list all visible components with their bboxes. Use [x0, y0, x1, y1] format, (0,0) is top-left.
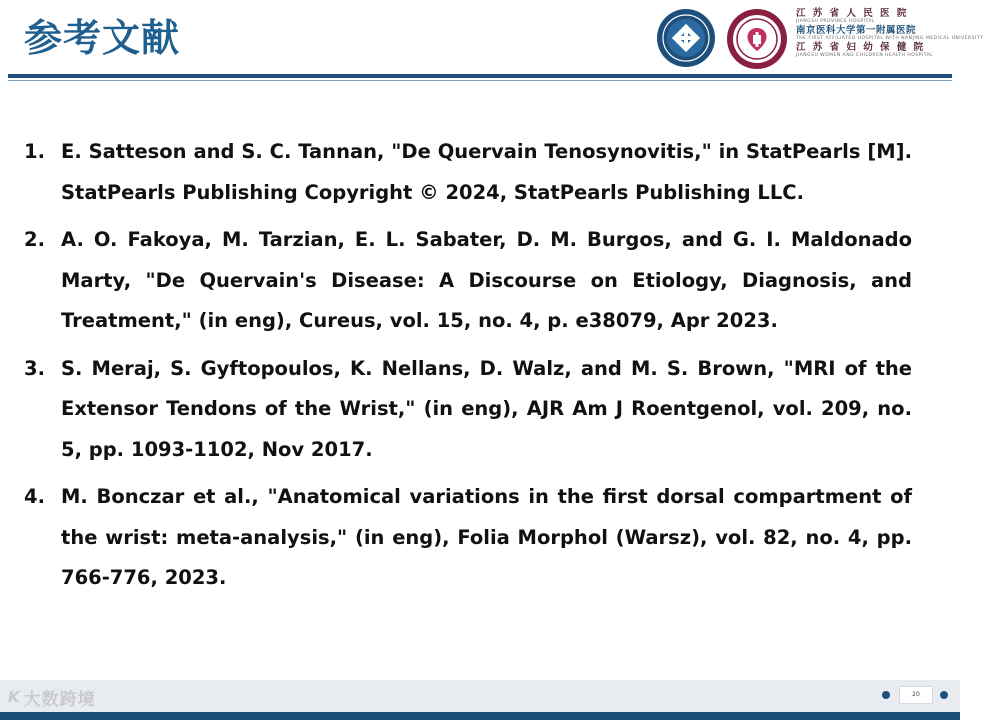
watermark-text: 大数跨境 — [23, 689, 96, 710]
hospital-name-3-en: JIANGSU WOMEN AND CHILDREN HEALTH HOSPITAL — [796, 53, 934, 58]
reference-item — [24, 349, 912, 471]
reference-list — [24, 132, 912, 606]
hospital-name-3: 江 苏 省 妇 幼 保 健 院 — [796, 42, 926, 53]
dot-icon — [882, 691, 890, 699]
reference-number: 3. — [24, 356, 45, 380]
page-number: 20 — [899, 686, 933, 704]
reference-item — [24, 132, 912, 213]
watermark-logo-icon: K — [8, 688, 20, 706]
hospital-logos — [656, 8, 983, 68]
hospital-names — [796, 8, 983, 68]
hospital-name-2: 南京医科大学第一附属医院 — [796, 25, 917, 36]
reference-text: E. Satteson and S. C. Tannan, "De Quervain Tenosynovitis," in StatPearls [M]. StatPearls Publishing Copyright © 2024, StatPearls Publishing LLC. — [61, 140, 912, 204]
jiangsu-province-hospital-emblem — [656, 8, 716, 68]
dot-icon — [940, 691, 948, 699]
page-indicator — [882, 686, 952, 704]
reference-text: S. Meraj, S. Gyftopoulos, K. Nellans, D. Walz, and M. S. Brown, "MRI of the Extensor Tendons of the Wrist," (in eng), AJR Am J Roentgenol, vol. 209, no. 5, pp. 1093-1102, Nov 2017. — [61, 356, 912, 461]
watermark — [8, 684, 96, 710]
header-divider — [8, 74, 952, 78]
hospital-name-2-en: THE FIRST AFFILIATED HOSPITAL WITH NANJING MEDICAL UNIVERSITY — [796, 36, 983, 41]
reference-text: A. O. Fakoya, M. Tarzian, E. L. Sabater, D. M. Burgos, and G. I. Maldonado Marty, "De Quervain's Disease: A Discourse on Etiology, Diagnosis, and Treatment," (in eng), Cureus, vol. 15, no. 4, p. e38079, Apr 2023. — [61, 228, 912, 332]
reference-item — [24, 220, 912, 342]
footer-bar — [0, 680, 960, 712]
hospital-name-1-en: JIANGSU PROVINCE HOSPITAL — [796, 19, 875, 24]
reference-text: M. Bonczar et al., "Anatomical variations in the first dorsal compartment of the wrist: meta-analysis," (in eng), Folia Morphol (Warsz), vol. 82, no. 4, pp. 766-776, 2023. — [61, 485, 912, 589]
footer-divider — [0, 712, 960, 720]
reference-number: 1. — [24, 140, 45, 163]
hospital-name-1: 江 苏 省 人 民 医 院 — [796, 8, 909, 19]
reference-number: 2. — [24, 228, 45, 251]
womens-childrens-hospital-emblem — [726, 8, 788, 70]
header-divider-thin — [8, 80, 952, 81]
reference-item — [24, 477, 912, 599]
slide-title: 参考文献 — [24, 16, 181, 60]
reference-number: 4. — [24, 485, 45, 508]
